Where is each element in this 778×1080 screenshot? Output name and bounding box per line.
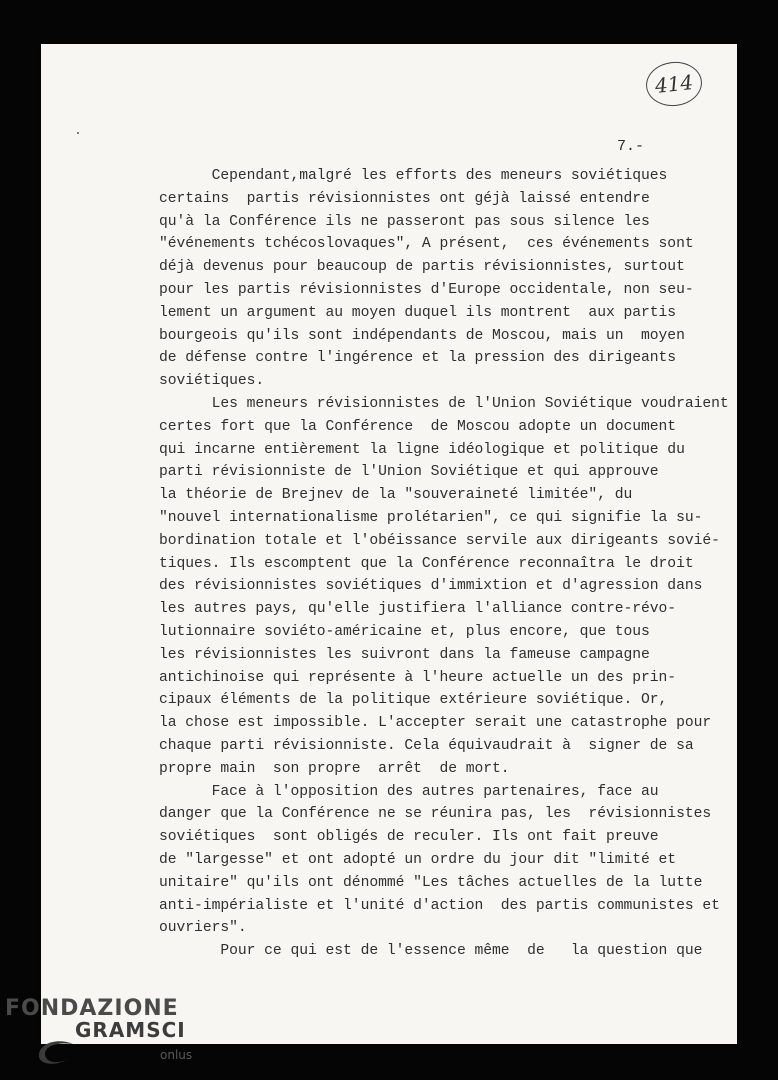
text-line: de défense contre l'ingérence et la pression des dirigeants (159, 350, 677, 367)
watermark-line-1: FONDAZIONE (5, 996, 179, 1021)
text-line: des révisionnistes soviétiques d'immixtion et d'agression dans (159, 578, 703, 595)
swoosh-logo-icon (33, 1034, 79, 1068)
text-line: tiques. Ils escomptent que la Conférence reconnaîtra le droit (159, 555, 694, 572)
text-line: qu'à la Conférence ils ne passeront pas sous silence les (159, 213, 650, 230)
text-line: "événements tchécoslovaques", A présent, ces événements sont (159, 236, 694, 253)
text-line: propre main son propre arrêt de mort. (159, 760, 510, 777)
text-line: soviétiques. (159, 373, 265, 390)
text-line: déjà devenus pour beaucoup de partis révisionnistes, surtout (159, 259, 685, 276)
text-line: anti-impérialiste et l'unité d'action des partis communistes et (159, 897, 720, 914)
text-line: parti révisionniste de l'Union Soviétique et qui approuve (159, 464, 659, 481)
text-line: danger que la Conférence ne se réunira pas, les révisionnistes (159, 806, 712, 823)
text-line: ouvriers". (159, 920, 247, 937)
text-line: chaque parti révisionniste. Cela équivaudrait à signer de sa (159, 737, 694, 754)
text-line: antichinoise qui représente à l'heure actuelle un des prin- (159, 669, 677, 686)
paper-speck (77, 132, 79, 134)
document-page (41, 44, 737, 1044)
text-line: certes fort que la Conférence de Moscou adopte un document (159, 418, 677, 435)
text-line: Face à l'opposition des autres partenaires, face au (159, 783, 659, 800)
text-line: unitaire" qu'ils ont dénommé "Les tâches actuelles de la lutte (159, 874, 703, 891)
text-line: soviétiques sont obligés de reculer. Ils ont fait preuve (159, 829, 659, 846)
text-line: Pour ce qui est de l'essence même de la question que (159, 943, 703, 960)
text-line: bourgeois qu'ils sont indépendants de Moscou, mais un moyen (159, 327, 685, 344)
typed-text-body (159, 165, 739, 963)
text-line: cipaux éléments de la politique extérieure soviétique. Or, (159, 692, 668, 709)
text-line: lutionnaire soviéto-américaine et, plus encore, que tous (159, 623, 650, 640)
watermark-line-2: GRAMSCI (75, 1018, 186, 1042)
watermark-line-3: onlus (160, 1048, 193, 1062)
text-line: "nouvel internationalisme prolétarien", ce qui signifie la su- (159, 509, 703, 526)
text-line: pour les partis révisionnistes d'Europe occidentale, non seu- (159, 281, 694, 298)
page-number: 7.- (617, 138, 645, 155)
text-line: les révisionnistes les suivront dans la fameuse campagne (159, 646, 650, 663)
archive-number: 414 (653, 70, 695, 98)
text-line: Cependant,malgré les efforts des meneurs soviétiques (159, 168, 668, 184)
text-line: de "largesse" et ont adopté un ordre du jour dit "limité et (159, 851, 677, 868)
text-line: les autres pays, qu'elle justifiera l'alliance contre-révo- (159, 601, 677, 618)
text-line: certains partis révisionnistes ont géjà laissé entendre (159, 190, 650, 207)
text-line: lement un argument au moyen duquel ils montrent aux partis (159, 304, 677, 321)
text-line: Les meneurs révisionnistes de l'Union Soviétique voudraient (159, 395, 729, 412)
foundation-watermark (5, 996, 205, 1071)
text-line: la théorie de Brejnev de la "souveraineté limitée", du (159, 487, 633, 504)
archive-number-stamp (644, 59, 704, 109)
text-line: bordination totale et l'obéissance servile aux dirigeants sovié- (159, 532, 720, 549)
text-line: qui incarne entièrement la ligne idéologique et politique du (159, 441, 685, 458)
text-line: la chose est impossible. L'accepter serait une catastrophe pour (159, 715, 712, 732)
